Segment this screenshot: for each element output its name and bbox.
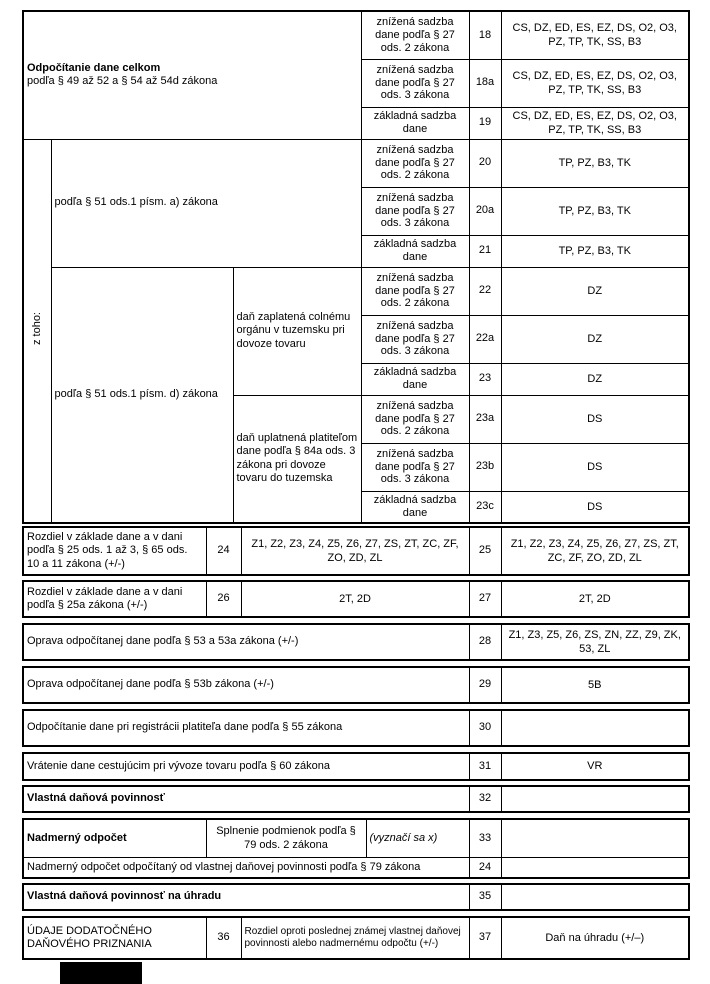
codes-cell: DS bbox=[501, 491, 689, 523]
codes-cell: TP, PZ, B3, TK bbox=[501, 235, 689, 267]
codes-cell: 5B bbox=[501, 667, 689, 703]
row-label: Rozdiel v základe dane a v dani podľa § 25a zákona (+/-) bbox=[23, 581, 206, 617]
payer-import-tax-label: daň uplatnená platiteľom dane podľa § 84a ods. 3 zákona pri dovoze tovaru do tuzemska bbox=[233, 395, 361, 523]
line-number-cell: 23c bbox=[469, 491, 501, 523]
barcode bbox=[60, 962, 142, 984]
codes-cell: 2T, 2D bbox=[241, 581, 469, 617]
rate-cell: základná sadzba dane bbox=[361, 363, 469, 395]
codes-cell: DS bbox=[501, 443, 689, 491]
line-number-cell: 23b bbox=[469, 443, 501, 491]
codes-cell: VR bbox=[501, 753, 689, 780]
row-label: Oprava odpočítanej dane podľa § 53b zákona (+/-) bbox=[23, 667, 469, 703]
line-number-cell: 24 bbox=[469, 857, 501, 878]
line-number-cell: 22a bbox=[469, 315, 501, 363]
supplementary-diff-label: Rozdiel oproti poslednej známej vlastnej daňovej povinnosti alebo nadmernému odpočtu (+/-) bbox=[241, 917, 469, 959]
codes-cell: DZ bbox=[501, 267, 689, 315]
codes-cell: DZ bbox=[501, 363, 689, 395]
line-number-cell: 18 bbox=[469, 11, 501, 59]
line-number-cell: 22 bbox=[469, 267, 501, 315]
line-number-cell: 29 bbox=[469, 667, 501, 703]
rate-cell: znížená sadzba dane podľa § 27 ods. 3 zákona bbox=[361, 187, 469, 235]
codes-cell: Z1, Z3, Z5, Z6, ZS, ZN, ZZ, Z9, ZK, 53, ZL bbox=[501, 624, 689, 660]
rate-cell: znížená sadzba dane podľa § 27 ods. 3 zákona bbox=[361, 59, 469, 107]
codes-cell: CS, DZ, ED, ES, EZ, DS, O2, O3, PZ, TP, TK, SS, B3 bbox=[501, 11, 689, 59]
value-box bbox=[501, 786, 689, 812]
paragraph-51a-label: podľa § 51 ods.1 písm. a) zákona bbox=[51, 139, 361, 267]
line-number-cell: 23 bbox=[469, 363, 501, 395]
deduction-section-table bbox=[22, 10, 690, 524]
line-number-cell: 20 bbox=[469, 139, 501, 187]
rate-cell: znížená sadzba dane podľa § 27 ods. 3 zákona bbox=[361, 443, 469, 491]
line-number-cell: 35 bbox=[469, 884, 501, 910]
row-24-25-table bbox=[22, 526, 690, 576]
row-32-table bbox=[22, 785, 690, 813]
codes-cell: DS bbox=[501, 395, 689, 443]
supplementary-return-label: ÚDAJE DODATOČNÉHO DAŇOVÉHO PRIZNANIA bbox=[23, 917, 206, 959]
codes-cell: DZ bbox=[501, 315, 689, 363]
rate-cell: znížená sadzba dane podľa § 27 ods. 2 zákona bbox=[361, 11, 469, 59]
line-number-cell: 21 bbox=[469, 235, 501, 267]
rate-cell: základná sadzba dane bbox=[361, 235, 469, 267]
section-odpocitanie-cell bbox=[23, 11, 361, 139]
section-title: Odpočítanie dane celkom bbox=[27, 61, 161, 74]
row-28-table bbox=[22, 623, 690, 661]
line-number-cell: 18a bbox=[469, 59, 501, 107]
line-number-cell: 24 bbox=[206, 527, 241, 575]
row-label: Nadmerný odpočet odpočítaný od vlastnej daňovej povinnosti podľa § 79 zákona bbox=[23, 857, 469, 878]
row-label: Odpočítanie dane pri registrácii platiteľa dane podľa § 55 zákona bbox=[23, 710, 469, 746]
line-number-cell: 20a bbox=[469, 187, 501, 235]
ztoho-cell bbox=[23, 139, 51, 523]
codes-cell: TP, PZ, B3, TK bbox=[501, 187, 689, 235]
codes-cell: Z1, Z2, Z3, Z4, Z5, Z6, Z7, ZS, ZT, ZC, ZF, ZO, ZD, ZL bbox=[241, 527, 469, 575]
row-26-27-table bbox=[22, 580, 690, 618]
row-31-table bbox=[22, 752, 690, 781]
row-label: Vrátenie dane cestujúcim pri vývoze tovaru podľa § 60 zákona bbox=[23, 753, 469, 780]
line-number-cell: 33 bbox=[469, 819, 501, 857]
rate-cell: znížená sadzba dane podľa § 27 ods. 2 zákona bbox=[361, 139, 469, 187]
line-number-cell: 28 bbox=[469, 624, 501, 660]
row-33-34-table bbox=[22, 818, 690, 879]
line-number-cell: 37 bbox=[469, 917, 501, 959]
rate-cell: znížená sadzba dane podľa § 27 ods. 2 zákona bbox=[361, 267, 469, 315]
rate-cell: znížená sadzba dane podľa § 27 ods. 2 zákona bbox=[361, 395, 469, 443]
condition-label: Splnenie podmienok podľa § 79 ods. 2 zákona bbox=[206, 819, 366, 857]
tax-due-label: Daň na úhradu (+/–) bbox=[501, 917, 689, 959]
line-number-cell: 26 bbox=[206, 581, 241, 617]
row-29-table bbox=[22, 666, 690, 704]
codes-cell: 2T, 2D bbox=[501, 581, 689, 617]
mark-note: (vyznačí sa x) bbox=[366, 819, 469, 857]
rate-cell: základná sadzba dane bbox=[361, 491, 469, 523]
codes-cell: TP, PZ, B3, TK bbox=[501, 139, 689, 187]
row-label: Vlastná daňová povinnosť bbox=[23, 786, 469, 812]
row-36-37-table bbox=[22, 916, 690, 960]
line-number-cell: 36 bbox=[206, 917, 241, 959]
line-number-cell: 25 bbox=[469, 527, 501, 575]
customs-import-tax-label: daň zaplatená colnému orgánu v tuzemsku pri dovoze tovaru bbox=[233, 267, 361, 395]
line-number-cell: 27 bbox=[469, 581, 501, 617]
row-label: Rozdiel v základe dane a v dani podľa § 25 ods. 1 až 3, § 65 ods. 10 a 11 zákona (+/-) bbox=[23, 527, 206, 575]
line-number-cell: 30 bbox=[469, 710, 501, 746]
row-30-table bbox=[22, 709, 690, 747]
row-35-table bbox=[22, 883, 690, 911]
row-label: Oprava odpočítanej dane podľa § 53 a 53a zákona (+/-) bbox=[23, 624, 469, 660]
value-box bbox=[501, 819, 689, 857]
line-number-cell: 19 bbox=[469, 107, 501, 139]
codes-cell: CS, DZ, ED, ES, EZ, DS, O2, O3, PZ, TP, TK, SS, B3 bbox=[501, 107, 689, 139]
paragraph-51d-label: podľa § 51 ods.1 písm. d) zákona bbox=[51, 267, 233, 523]
rate-cell: znížená sadzba dane podľa § 27 ods. 3 zákona bbox=[361, 315, 469, 363]
row-label: Vlastná daňová povinnosť na úhradu bbox=[23, 884, 469, 910]
line-number-cell: 32 bbox=[469, 786, 501, 812]
value-box bbox=[501, 884, 689, 910]
value-box bbox=[501, 710, 689, 746]
value-box bbox=[501, 857, 689, 878]
section-subtitle: podľa § 49 až 52 a § 54 až 54d zákona bbox=[27, 75, 218, 88]
codes-cell: CS, DZ, ED, ES, EZ, DS, O2, O3, PZ, TP, TK, SS, B3 bbox=[501, 59, 689, 107]
codes-cell: Z1, Z2, Z3, Z4, Z5, Z6, Z7, ZS, ZT, ZC, ZF, ZO, ZD, ZL bbox=[501, 527, 689, 575]
line-number-cell: 23a bbox=[469, 395, 501, 443]
rate-cell: základná sadzba dane bbox=[361, 107, 469, 139]
row-label: Nadmerný odpočet bbox=[23, 819, 206, 857]
line-number-cell: 31 bbox=[469, 753, 501, 780]
ztoho-label: z toho: bbox=[30, 312, 43, 346]
